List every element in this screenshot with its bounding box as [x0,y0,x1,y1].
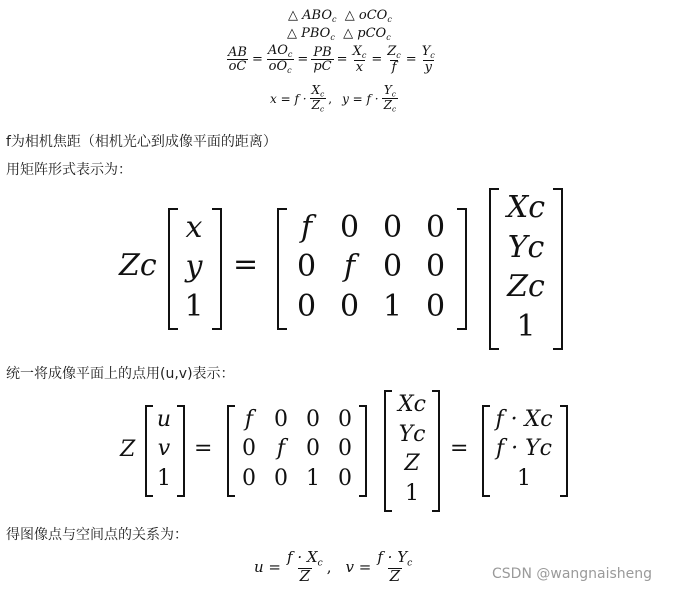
eq2-equals-1: = [194,436,213,461]
frac-ab-oc: $\frac{AB}{oC}$ [228,44,247,75]
relation-text: 得图像点与空间点的关系为： [6,527,188,543]
eq2-p-bracket-right [432,390,440,512]
frac-zc-f: $\frac{Z_c}{f}$ [387,43,401,76]
eq2-equals-2: = [450,436,469,461]
eq1-p-bracket-right [553,188,563,350]
xy-equation: x = f · $\frac{X_c}{Z_c}$ , y = f · $\frac{Y_c}{Z_c}$ [270,83,397,114]
triangle-line-2: △ $PBO_c$ △ pCO$_c$ [287,26,391,42]
frac-xc-x: $\frac{X_c}{x}$ [352,43,367,76]
eq2-k-bracket-right [359,405,367,497]
eq2-r-bracket-right [560,405,568,497]
eq2-intrinsic-matrix: f 0 0 0 0 f 0 0 0 0 1 0 [242,407,352,491]
eq1-coefficient: Zc [119,248,157,283]
ratio-equation: $\frac{AB}{oC}$ = $\frac{AO_c}{oO_c}$ = $\frac{PB}{pC}$ = $\frac{X_c}{x}$ = $\frac{Z_c}{f}$ = $\frac{Y_c}{y}$ [228,43,435,76]
eq2-coefficient: Z [120,437,136,462]
csdn-watermark: CSDN @wangnaisheng [492,566,653,582]
triangle-line-1: △ $ABO_c$ △ oCO$_c$ [288,8,392,24]
frac-aoc-ooc: $\frac{AO_c}{oO_c}$ [267,43,293,76]
eq2-lhs-vector: u v 1 [156,407,172,491]
frac-yc-y: $\frac{Y_c}{y}$ [421,43,435,76]
matrix-form-text: 用矩阵形式表示为： [6,162,132,178]
eq2-lhs-bracket-right [177,405,185,497]
eq1-point-vector: Xc Yc Zc 1 [506,190,546,344]
eq1-lhs-y: y [185,249,203,285]
eq1-lhs-vector [176,208,212,326]
eq1-equals: = [233,247,259,282]
eq1-lhs-x: x [185,210,203,246]
eq2-point-vector: Xc Yc Z 1 [398,392,426,506]
uv-text: 统一将成像平面上的点用(u,v)表示： [6,366,235,382]
eq1-lhs-1: 1 [184,288,204,324]
eq1-intrinsic-matrix: f 0 0 0 0 f 0 0 0 0 1 0 [296,210,446,324]
uv-equation: u = $\frac{f \cdot X_c}{Z}$ , v = $\frac{f \cdot Y_c}{Z}$ [254,548,413,585]
eq2-result-vector: f · Xc f · Yc 1 [495,407,553,491]
focal-length-text: f为相机焦距（相机光心到成像平面的距离） [6,134,277,150]
eq1-lhs-bracket-right [212,208,222,330]
eq1-k-bracket-right [457,208,467,330]
frac-pb-pc: $\frac{PB}{pC}$ [313,44,332,75]
